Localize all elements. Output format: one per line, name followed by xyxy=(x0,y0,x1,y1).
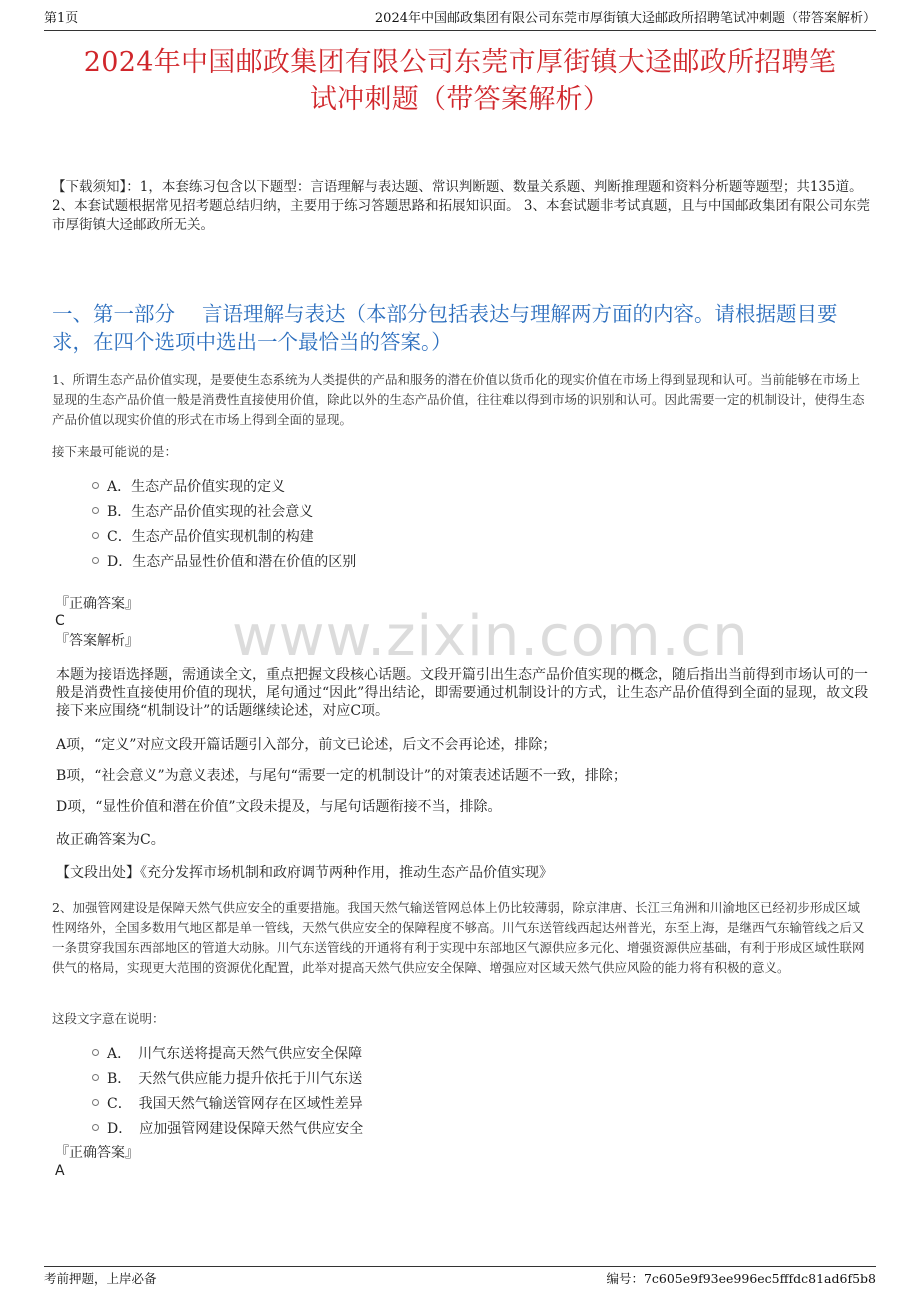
radio-icon[interactable] xyxy=(92,482,99,489)
title-line-2: 试冲刺题（带答案解析） xyxy=(309,84,611,115)
question-2-answer: A xyxy=(55,1163,65,1179)
question-1-analysis-label: 『答案解析』 xyxy=(55,633,139,649)
question-1-analysis: 本题为接语选择题，需通读全文，重点把握文段核心话题。文段开篇引出生态产品价值实现的概念，随后指出当前得到市场认可的一般是消费性直接使用价值的现状，尾句通过“因此”得出结论，即需要通过机制设计的方式，让生态产品价值得到全面的显现，故文段接下来应围绕“机制设计”的话题继续论述，对应C项。 xyxy=(56,667,869,719)
question-1-analysis-a: A项，“定义”对应文段开篇话题引入部分，前文已论述，后文不会再论述，排除； xyxy=(56,737,557,753)
question-1-option-d[interactable] xyxy=(92,548,356,573)
option-label: B． 天然气供应能力提升依托于川气东送 xyxy=(107,1070,363,1087)
question-2-prompt: 这段文字意在说明： xyxy=(52,1011,165,1026)
question-1-answer: C xyxy=(55,613,65,629)
question-1-analysis-b: B项，“社会意义”为意义表述，与尾句“需要一定的机制设计”的对策表述话题不一致，排除； xyxy=(56,768,627,784)
radio-icon[interactable] xyxy=(92,532,99,539)
option-label: C．生态产品价值实现机制的构建 xyxy=(107,528,314,545)
radio-icon[interactable] xyxy=(92,1049,99,1056)
question-1-prompt: 接下来最可能说的是： xyxy=(52,444,178,459)
watermark: www.zixin.com.cn xyxy=(232,604,749,669)
radio-icon[interactable] xyxy=(92,1099,99,1106)
question-2-option-c[interactable] xyxy=(92,1090,363,1115)
download-notice: 【下载须知】：1，本套练习包含以下题型：言语理解与表达题、常识判断题、数量关系题、判断推理题和资料分析题等题型；共135道。 2、本套试题根据常见招考题总结归纳，主要用于练习答题思路和拓展知识面。 3、本套试题非考试真题，且与中国邮政集团有限公司东莞市厚街镇大迳邮政所无关。 xyxy=(52,179,870,233)
page-footer xyxy=(44,1266,876,1289)
question-1-source: 【文段出处】《充分发挥市场机制和政府调节两种作用，推动生态产品价值实现》 xyxy=(56,865,553,881)
document-title xyxy=(44,44,876,118)
page-header xyxy=(44,8,876,31)
footer-slogan: 考前押题，上岸必备 xyxy=(44,1271,157,1286)
question-1-option-c[interactable] xyxy=(92,523,356,548)
option-label: A． 川气东送将提高天然气供应安全保障 xyxy=(107,1045,363,1062)
question-1-text: 1、所谓生态产品价值实现，是要使生态系统为人类提供的产品和服务的潜在价值以货币化的现实价值在市场上得到显现和认可。当前能够在市场上显现的生态产品价值一般是消费性直接使用价值，除此以外的生态产品价值，往往难以得到市场的识别和认可。因此需要一定的机制设计，使得生态产品价值以现实价值的形式在市场上得到全面的显现。 xyxy=(52,372,865,427)
radio-icon[interactable] xyxy=(92,557,99,564)
option-label: B．生态产品价值实现的社会意义 xyxy=(107,503,314,520)
question-2-options xyxy=(92,1040,363,1140)
page-number: 第1页 xyxy=(44,11,79,26)
question-1-analysis-d: D项，“显性价值和潜在价值”文段未提及，与尾句话题衔接不当，排除。 xyxy=(56,799,502,815)
radio-icon[interactable] xyxy=(92,1124,99,1131)
question-1-option-b[interactable] xyxy=(92,498,356,523)
footer-doc-id: 编号：7c605e9f93ee996ec5fffdc81ad6f5b8 xyxy=(606,1271,876,1286)
question-1-conclusion: 故正确答案为C。 xyxy=(56,832,165,848)
title-line-1: 2024年中国邮政集团有限公司东莞市厚街镇大迳邮政所招聘笔 xyxy=(83,47,837,78)
question-2-text: 2、加强管网建设是保障天然气供应安全的重要措施。我国天然气输送管网总体上仍比较薄弱，除京津唐、长江三角洲和川渝地区已经初步形成区域性网络外，全国多数用气地区都是单一管线，天然气供应安全的保障程度不够高。川气东送管线西起达州普光，东至上海，是继西气东输管线之后又一条贯穿我国东西部地区的管道大动脉。川气东送管线的开通将有利于实现中东部地区气源供应多元化、增强资源供应基础，有利于形成区域性联网供气的格局，实现更大范围的资源优化配置，此举对提高天然气供应安全保障、增强应对区域天然气供应风险的能力将有积极的意义。 xyxy=(52,900,865,975)
question-1-answer-label: 『正确答案』 xyxy=(55,596,139,612)
question-1-options xyxy=(92,473,356,573)
option-label: A．生态产品价值实现的定义 xyxy=(107,478,286,495)
question-2-option-a[interactable] xyxy=(92,1040,363,1065)
question-1-option-a[interactable] xyxy=(92,473,356,498)
option-label: C． 我国天然气输送管网存在区域性差异 xyxy=(107,1095,363,1112)
header-doc-title: 2024年中国邮政集团有限公司东莞市厚街镇大迳邮政所招聘笔试冲刺题（带答案解析） xyxy=(374,11,876,26)
question-2-option-b[interactable] xyxy=(92,1065,363,1090)
section-heading: 一、第一部分 言语理解与表达（本部分包括表达与理解两方面的内容。请根据题目要求，在四个选项中选出一个最恰当的答案。） xyxy=(52,302,838,354)
question-2-answer-label: 『正确答案』 xyxy=(55,1145,139,1161)
radio-icon[interactable] xyxy=(92,507,99,514)
radio-icon[interactable] xyxy=(92,1074,99,1081)
option-label: D．生态产品显性价值和潜在价值的区别 xyxy=(107,553,357,570)
question-2-option-d[interactable] xyxy=(92,1115,363,1140)
option-label: D． 应加强管网建设保障天然气供应安全 xyxy=(107,1120,364,1137)
